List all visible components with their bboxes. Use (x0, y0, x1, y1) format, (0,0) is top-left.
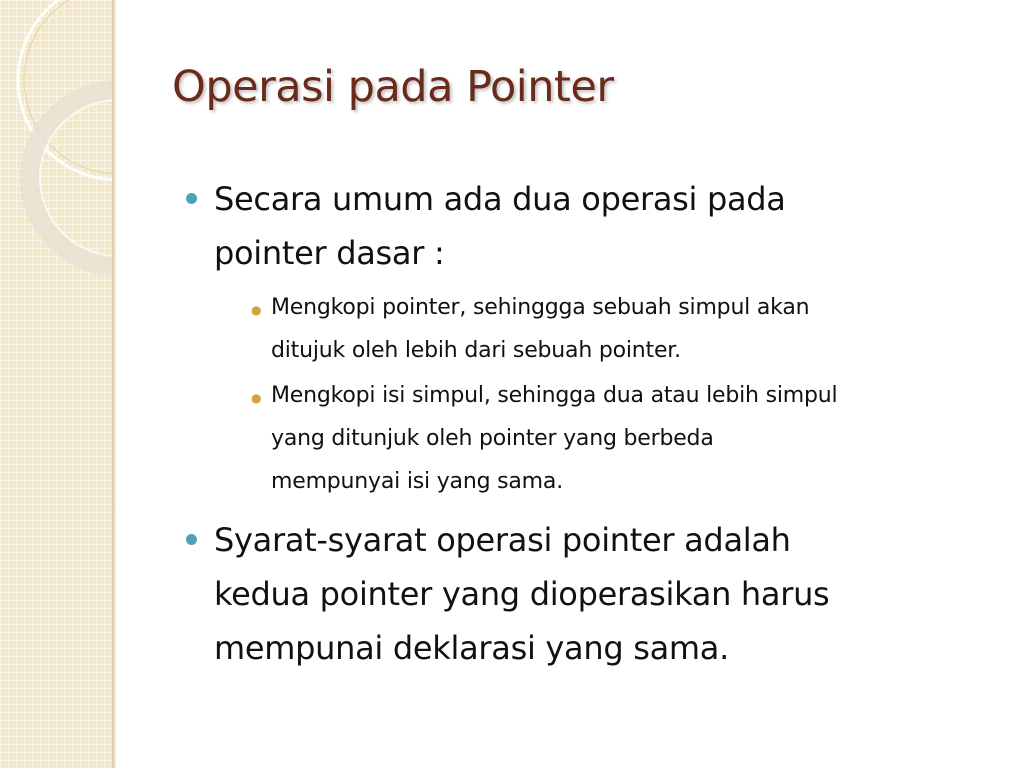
bullet-2-line-1: Syarat-syarat operasi pointer adalah (214, 521, 791, 559)
slide-title: Operasi pada Pointer (172, 62, 614, 112)
sub-bullet-list (178, 286, 978, 503)
bullet-icon (186, 534, 197, 545)
sub-bullet-2-line-2: yang ditunjuk oleh pointer yang berbeda (271, 426, 714, 451)
slide-content (178, 172, 978, 675)
bullet-item-2 (178, 513, 978, 675)
sub-bullet-icon: ● (251, 391, 262, 405)
sub-bullet-2-line-3: mempunyai isi yang sama. (271, 469, 563, 494)
decorative-side-panel (0, 0, 112, 768)
decorative-rings (0, 0, 112, 768)
bullet-1-line-1: Secara umum ada dua operasi pada (214, 180, 786, 218)
side-panel-edge (112, 0, 116, 768)
bullet-2-line-2: kedua pointer yang dioperasikan harus (214, 575, 830, 613)
sub-bullet-item-2 (178, 374, 978, 503)
sub-bullet-icon: ● (251, 303, 262, 317)
sub-bullet-1-line-1: Mengkopi pointer, sehinggga sebuah simpul akan (271, 295, 810, 320)
sub-bullet-item-1 (178, 286, 978, 372)
sub-bullet-2-line-1: Mengkopi isi simpul, sehingga dua atau lebih simpul (271, 383, 838, 408)
bullet-2-line-3: mempunai deklarasi yang sama. (214, 629, 729, 667)
bullet-1-line-2: pointer dasar : (214, 234, 445, 272)
bullet-item-1 (178, 172, 978, 280)
bullet-icon (186, 193, 197, 204)
sub-bullet-1-line-2: ditujuk oleh lebih dari sebuah pointer. (271, 338, 681, 363)
